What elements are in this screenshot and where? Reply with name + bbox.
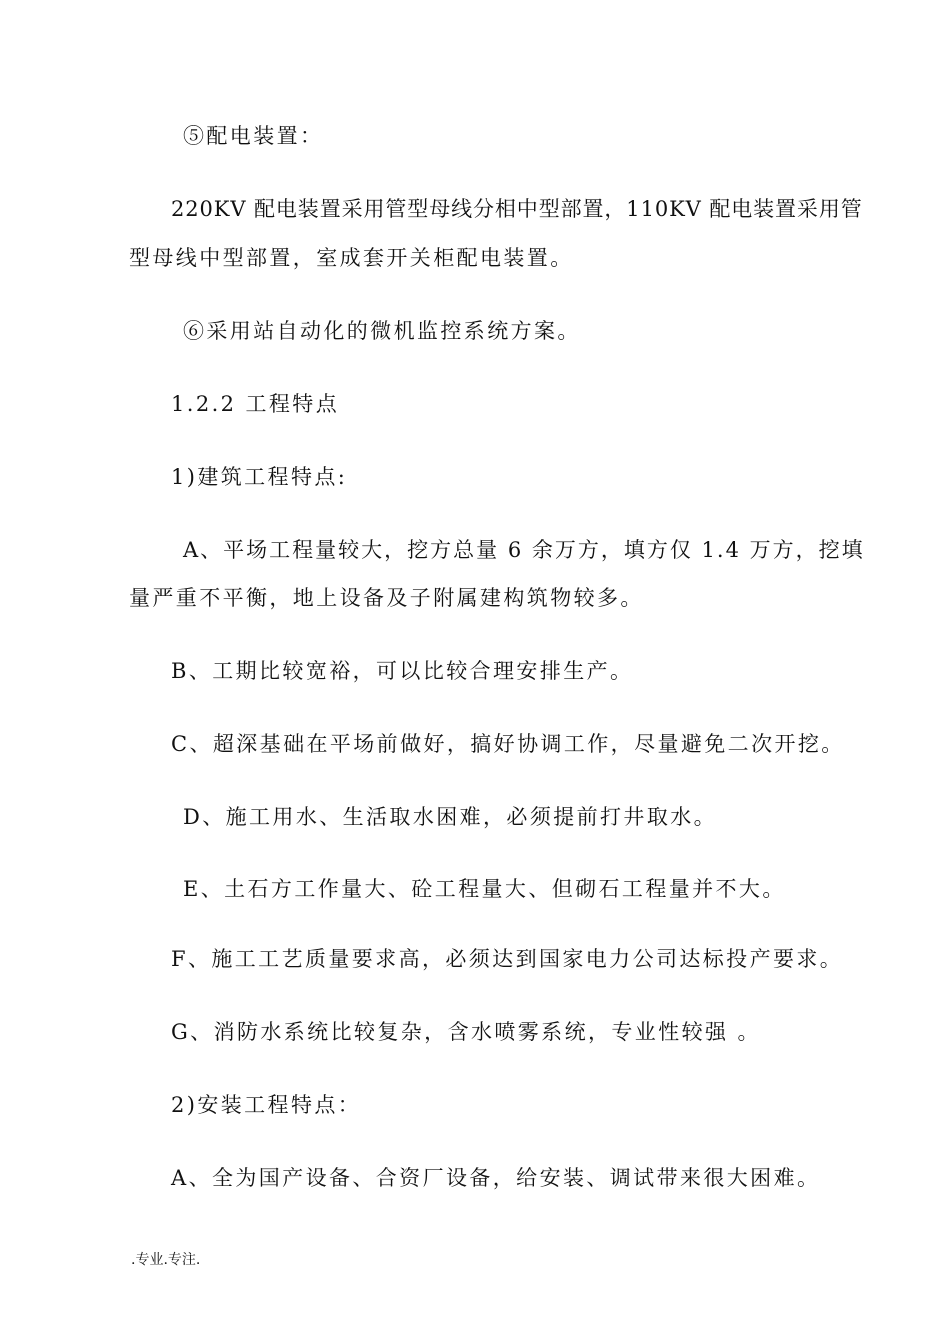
list-item-g: G、消防水系统比较复杂，含水喷雾系统，专业性较强 。	[171, 1020, 761, 1044]
list-item-c: C、超深基础在平场前做好，搞好协调工作，尽量避免二次开挖。	[171, 732, 845, 756]
installation-list-item-a: A、全为国产设备、合资厂设备，给安装、调试带来很大困难。	[171, 1166, 821, 1190]
section-heading-engineering-features: 1.2.2 工程特点	[171, 392, 340, 416]
list-item-f: F、施工工艺质量要求高，必须达到国家电力公司达标投产要求。	[171, 947, 844, 971]
list-item-e: E、土石方工作量大、砼工程量大、但砌石工程量并不大。	[183, 877, 786, 901]
paragraph-distribution-device-line-1: 220KV 配电装置采用管型母线分相中型部置，110KV 配电装置采用管	[171, 197, 863, 221]
list-item-d: D、施工用水、生活取水困难，必须提前打井取水。	[183, 805, 718, 829]
paragraph-distribution-device-line-2: 型母线中型部置，室成套开关柜配电装置。	[129, 246, 574, 270]
list-item-a-line-1: A、平场工程量较大，挖方总量 6 余万方，填方仅 1.4 万方，挖填	[183, 538, 865, 562]
paragraph-distribution-device-heading: ⑤配电装置：	[183, 124, 324, 148]
subsection-title-building-features: 1)建筑工程特点:	[171, 465, 348, 489]
subsection-title-installation-features: 2)安装工程特点：	[171, 1093, 362, 1117]
page-footer: .专业.专注.	[131, 1252, 201, 1268]
paragraph-monitoring-system: ⑥采用站自动化的微机监控系统方案。	[183, 319, 581, 343]
list-item-b: B、工期比较宽裕，可以比较合理安排生产。	[171, 659, 634, 683]
list-item-a-line-2: 量严重不平衡，地上设备及子附属建构筑物较多。	[129, 586, 644, 610]
